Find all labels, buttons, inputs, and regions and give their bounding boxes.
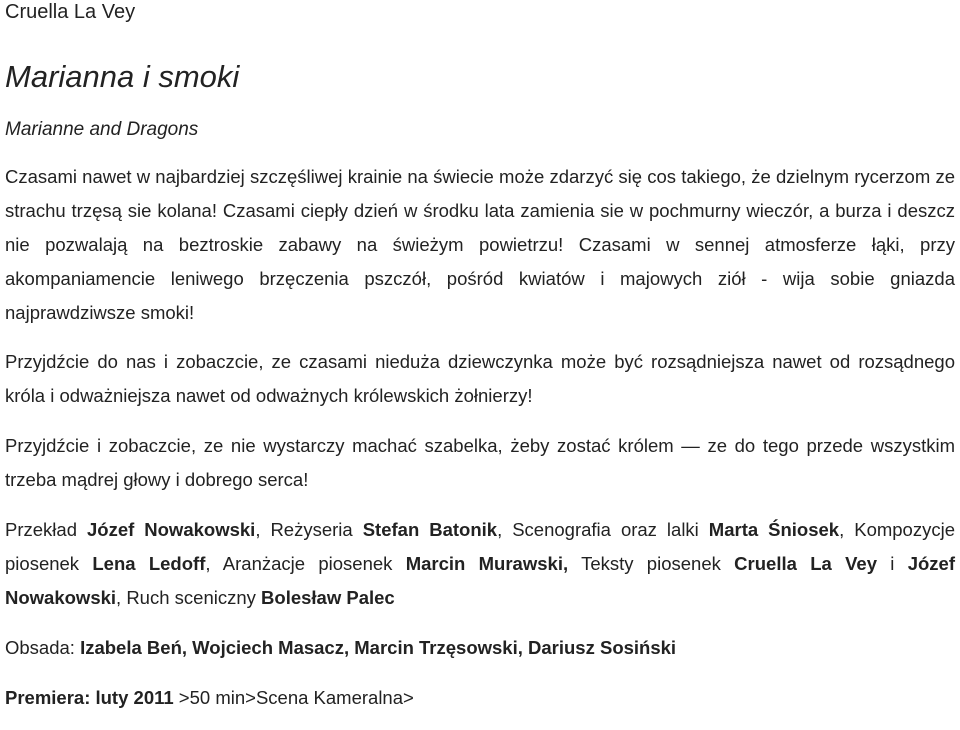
credit-director-name: Stefan Batonik — [362, 519, 498, 540]
paragraph-2: Przyjdźcie do nas i zobaczcie, ze czasami nieduża dziewczynka może być rozsądniejsza nawet od rozsądnego króla i odważniejsza nawet od odważnych królewskich żołnierzy! — [5, 351, 955, 406]
paragraph-3: Przyjdźcie i zobaczcie, ze nie wystarczy machać szabelka, żeby zostać królem — ze do tego przede wszystkim trzeba mądrej głowy i dobrego serca! — [5, 435, 955, 490]
cast-paragraph — [5, 631, 955, 665]
document-page — [5, 0, 955, 715]
credit-director-label: , Reżyseria — [255, 519, 363, 540]
credit-translation-label: Przekład — [5, 519, 87, 540]
page-title: Marianna i smoki — [5, 59, 240, 94]
premiere-details: >50 min>Scena Kameralna> — [173, 687, 414, 708]
credit-arranger-label: , Aranżacje piosenek — [205, 553, 406, 574]
cast-label: Obsada: — [5, 637, 81, 658]
intro-paragraph: Czasami nawet w najbardziej szczęśliwej krainie na świecie może zdarzyć się cos takiego, że dzielnym rycerzom ze strachu trzęsą sie kolana! Czasami ciepły dzień w środku lata zamienia sie w pochmurny wieczór, a burza i deszcz nie pozwalają na beztroskie zabawy na świeżym powietrzu! Czasami w sennej atmosferze łąki, przy akompaniamencie leniwego brzęczenia pszczół, pośród kwiatów i majowych ziół - wija sobie gniazda najprawdziwsze smoki! — [5, 166, 955, 323]
credit-lyrics-name-2: Józef Nowakowski — [5, 553, 955, 608]
credit-lyrics-label: Teksty piosenek — [568, 553, 735, 574]
author-name: Cruella La Vey — [5, 1, 136, 23]
credits-paragraph — [5, 513, 955, 615]
credit-lyrics-name-1: Cruella La Vey — [734, 553, 877, 574]
page-subtitle: Marianne and Dragons — [5, 119, 199, 140]
credit-design-label: , Scenografia oraz lalki — [497, 519, 709, 540]
credit-lyrics-and: i — [876, 553, 908, 574]
credit-translation-name: Józef Nowakowski — [86, 519, 256, 540]
credit-composer-label: , Kompozycje piosenek — [5, 519, 955, 574]
cast-names: Izabela Beń, Wojciech Masacz, Marcin Trzęsowski, Dariusz Sosiński — [80, 637, 677, 658]
credit-composer-name: Lena Ledoff — [92, 553, 206, 574]
credit-movement-name: Bolesław Palec — [261, 587, 395, 608]
credit-design-name: Marta Śniosek — [708, 519, 840, 540]
credit-movement-label: , Ruch sceniczny — [116, 587, 262, 608]
premiere-label: Premiera: luty 2011 — [5, 687, 174, 708]
credit-arranger-name: Marcin Murawski, — [405, 553, 569, 574]
premiere-paragraph — [5, 681, 955, 715]
